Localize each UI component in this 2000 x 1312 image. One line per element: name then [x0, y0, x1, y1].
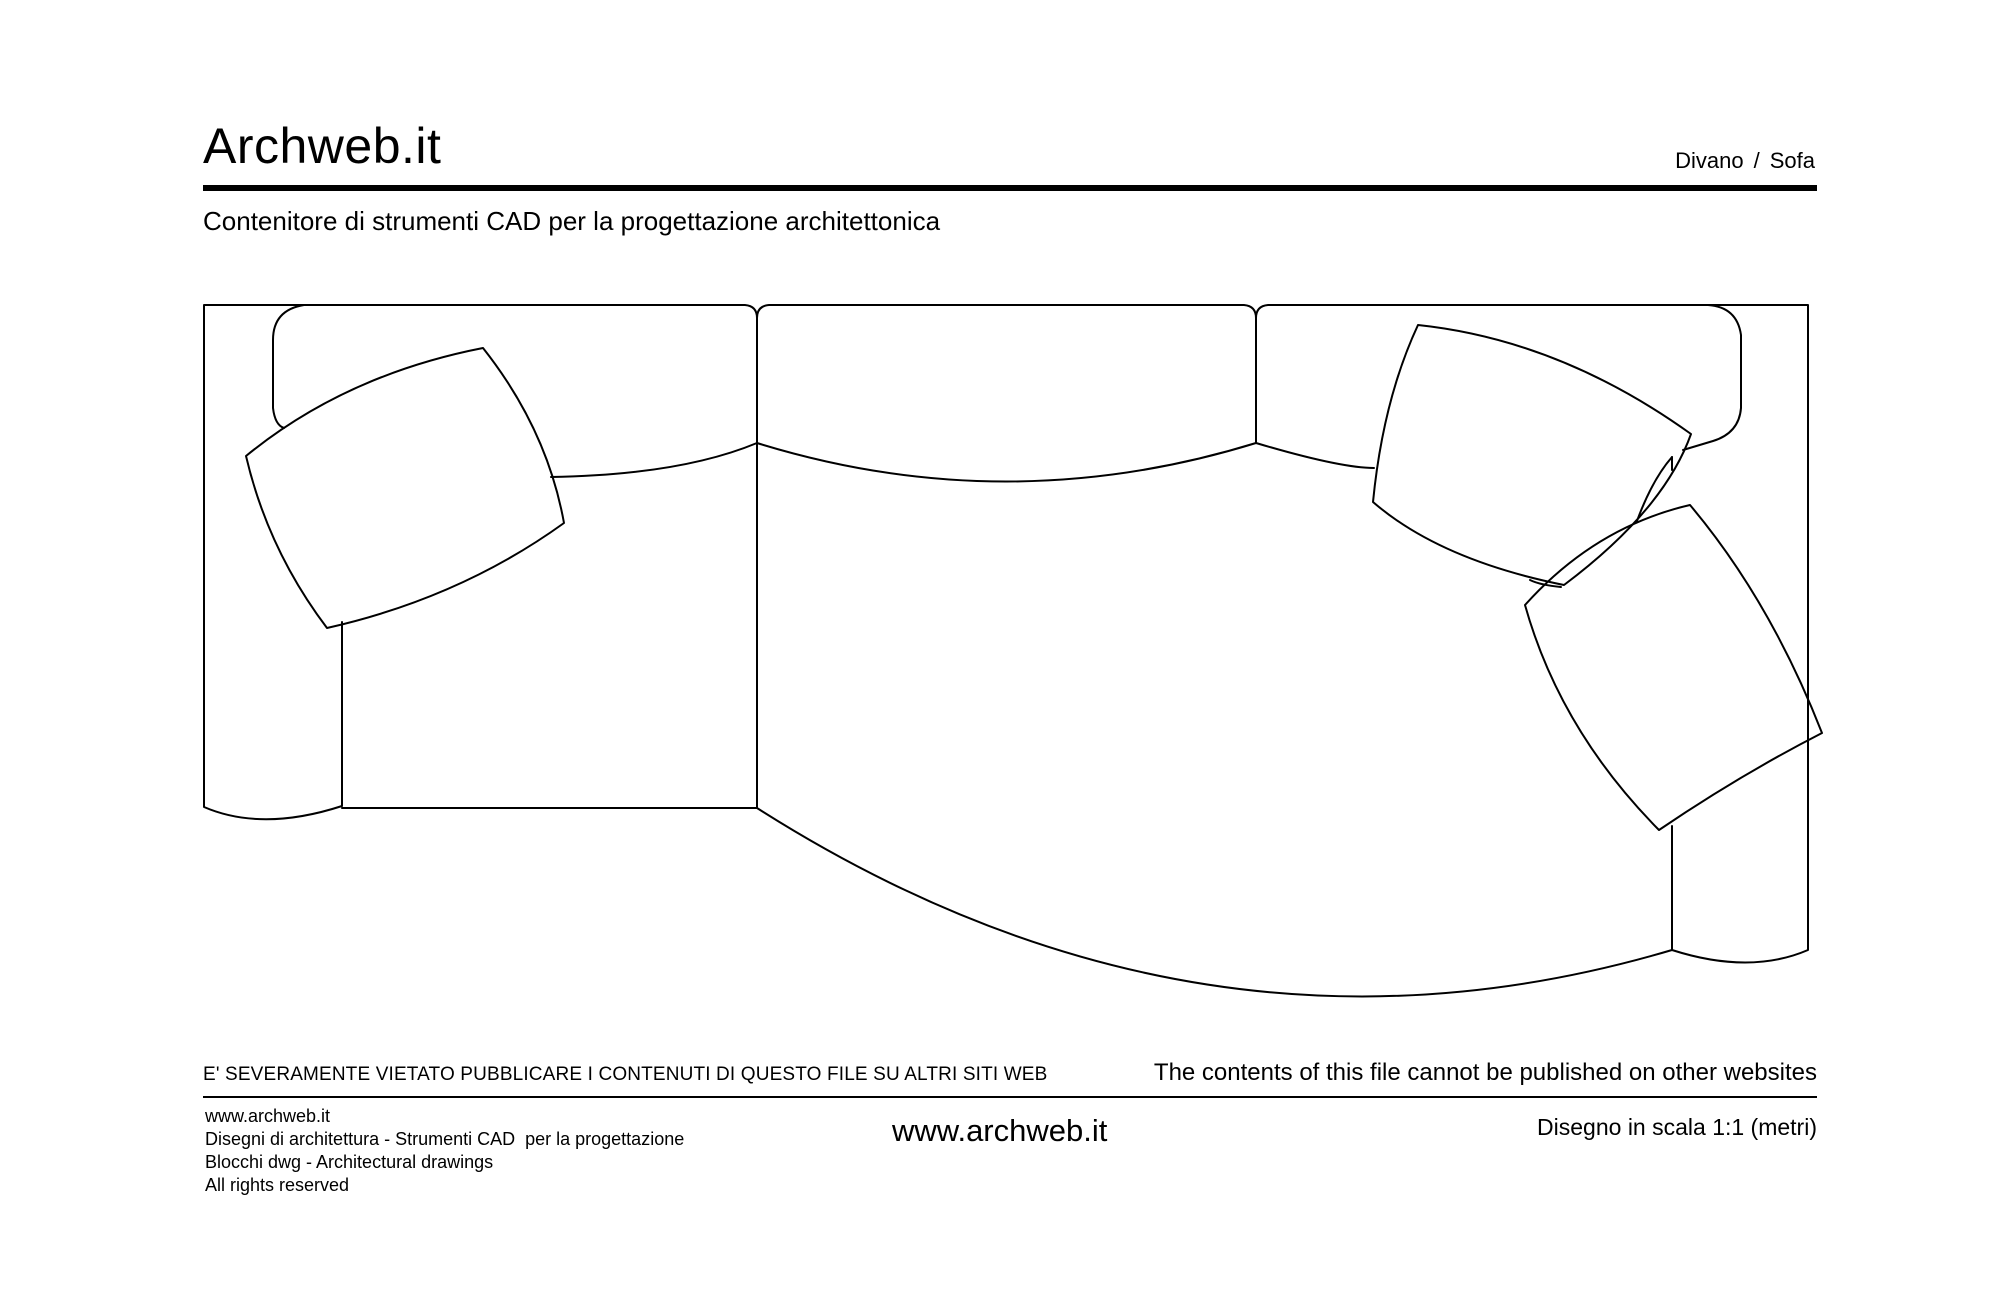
tagline: Contenitore di strumenti CAD per la progettazione architettonica — [203, 206, 941, 236]
credits-line: All rights reserved — [205, 1175, 350, 1195]
credits-block — [205, 1105, 684, 1197]
credits-line: Disegni di architettura - Strumenti CAD per la progettazione — [205, 1129, 685, 1149]
middle-back-cushion-edge — [757, 443, 1256, 482]
subject-english: Sofa — [1769, 148, 1815, 173]
footer-rule — [203, 1096, 1817, 1098]
subject-italian: Divano — [1675, 148, 1744, 173]
subject-separator: / — [1753, 148, 1760, 173]
right-upper-throw-pillow — [1373, 325, 1691, 585]
middle-back-cushion — [757, 305, 1256, 443]
drawing-scale: Disegno in scala 1:1 (metri) — [1537, 1114, 1817, 1140]
left-throw-pillow — [246, 348, 564, 628]
curved-seat — [757, 808, 1672, 996]
left-back-cushion — [273, 305, 304, 428]
right-back-cushion-edge — [1256, 443, 1374, 468]
brand-logo-text: Archweb.it — [203, 118, 442, 174]
left-back-cushion-edge — [551, 443, 757, 477]
credits-line: www.archweb.it — [205, 1106, 331, 1126]
copyright-warning-english: The contents of this file cannot be published on other websites — [1153, 1059, 1817, 1086]
credits-line: Blocchi dwg - Architectural drawings — [205, 1152, 494, 1172]
right-back-cushion — [1256, 305, 1741, 450]
right-lower-throw-pillow — [1525, 505, 1822, 830]
copyright-warning-italian: E' SEVERAMENTE VIETATO PUBBLICARE I CONTENUTI DI QUESTO FILE SU ALTRI SITI WEB — [203, 1064, 1048, 1085]
website-link[interactable]: www.archweb.it — [892, 1113, 1108, 1148]
